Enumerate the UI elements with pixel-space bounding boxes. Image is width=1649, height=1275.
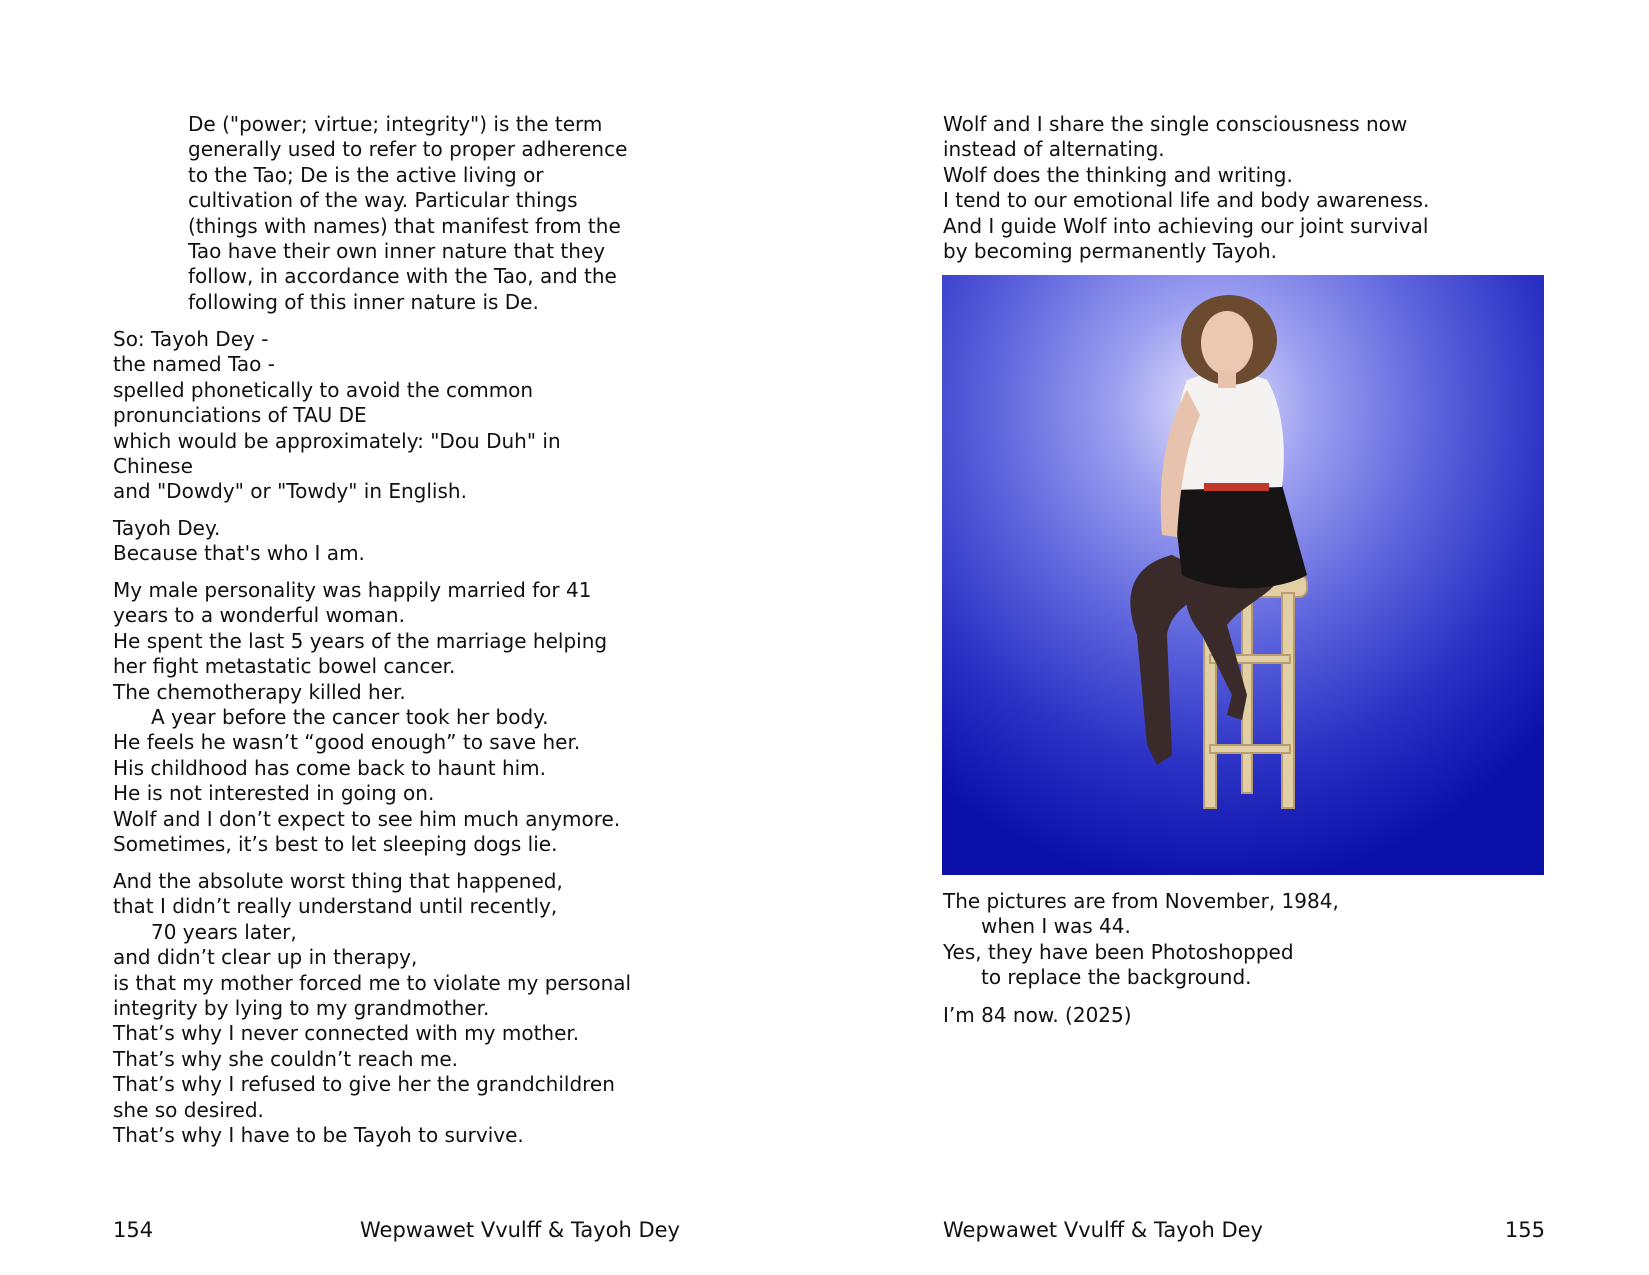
- text-line: And I guide Wolf into achieving our joint survival: [943, 213, 1429, 238]
- text-line: That’s why I never connected with my mother.: [113, 1021, 580, 1046]
- paragraph-current-age: [943, 1003, 1132, 1028]
- text-line: Chinese: [113, 454, 193, 479]
- text-line: That’s why she couldn’t reach me.: [113, 1046, 459, 1071]
- text-line: to the Tao; De is the active living or: [188, 162, 544, 187]
- text-line: And the absolute worst thing that happened,: [113, 869, 563, 893]
- text-line: He feels he wasn’t “good enough” to save her.: [113, 730, 581, 755]
- text-line: Tayoh Dey.: [113, 516, 221, 540]
- text-line: I tend to our emotional life and body awareness.: [943, 188, 1430, 213]
- portrait-photo: [942, 275, 1544, 875]
- text-line: That’s why I have to be Tayoh to survive.: [113, 1123, 524, 1148]
- text-line: that I didn’t really understand until recently,: [113, 894, 558, 919]
- text-line: The chemotherapy killed her.: [113, 679, 406, 704]
- paragraph-marriage: [113, 578, 620, 857]
- text-line: Tao have their own inner nature that they: [188, 239, 606, 264]
- text-line: He is not interested in going on.: [113, 781, 435, 806]
- text-line: The pictures are from November, 1984,: [943, 889, 1339, 913]
- text-line: following of this inner nature is De.: [188, 289, 539, 314]
- paragraph-identity: [113, 516, 365, 567]
- text-line: A year before the cancer took her body.: [151, 705, 549, 730]
- paragraph-name-explanation: [113, 327, 561, 505]
- text-line: and didn’t clear up in therapy,: [113, 945, 418, 970]
- text-line: she so desired.: [113, 1097, 264, 1122]
- seated-woman-on-stool-image: [942, 275, 1544, 875]
- running-title-right: Wepwawet Vvulff & Tayoh Dey: [943, 1218, 1263, 1242]
- text-line: years to a wonderful woman.: [113, 603, 405, 628]
- text-line: to replace the background.: [981, 965, 1252, 990]
- text-line: Wolf and I share the single consciousness now: [943, 112, 1408, 136]
- text-line: pronunciations of TAU DE: [113, 403, 367, 428]
- text-line: Because that's who I am.: [113, 541, 365, 566]
- text-line: He spent the last 5 years of the marriage helping: [113, 628, 608, 653]
- text-line: her fight metastatic bowel cancer.: [113, 654, 456, 679]
- text-line: the named Tao -: [113, 352, 275, 377]
- text-line: cultivation of the way. Particular things: [188, 188, 578, 213]
- text-line: generally used to refer to proper adherence: [188, 137, 628, 162]
- text-line: Wolf and I don’t expect to see him much anymore.: [113, 806, 621, 831]
- photo-caption: [943, 889, 1339, 991]
- text-line: by becoming permanently Tayoh.: [943, 239, 1278, 264]
- text-line: So: Tayoh Dey -: [113, 327, 269, 351]
- text-line: is that my mother forced me to violate my personal: [113, 970, 632, 995]
- text-line: Wolf does the thinking and writing.: [943, 162, 1293, 187]
- text-line: His childhood has come back to haunt him.: [113, 755, 547, 780]
- paragraph-consciousness: [943, 112, 1429, 264]
- text-line: and "Dowdy" or "Towdy" in English.: [113, 479, 467, 504]
- page-number-right: 155: [1504, 1218, 1545, 1242]
- text-line: That’s why I refused to give her the grandchildren: [113, 1072, 615, 1097]
- running-title-left: Wepwawet Vvulff & Tayoh Dey: [360, 1218, 680, 1242]
- text-line: Yes, they have been Photoshopped: [943, 939, 1294, 964]
- paragraph-de-definition: [188, 112, 627, 315]
- text-line: I’m 84 now. (2025): [943, 1003, 1132, 1027]
- text-line: Sometimes, it’s best to let sleeping dogs lie.: [113, 832, 558, 857]
- text-line: integrity by lying to my grandmother.: [113, 996, 490, 1021]
- text-line: (things with names) that manifest from the: [188, 213, 621, 238]
- page-number-left: 154: [113, 1218, 154, 1242]
- text-line: when I was 44.: [981, 914, 1131, 939]
- paragraph-mother: [113, 869, 631, 1148]
- text-line: 70 years later,: [151, 919, 297, 944]
- text-line: follow, in accordance with the Tao, and the: [188, 264, 617, 289]
- text-line: which would be approximately: "Dou Duh" in: [113, 428, 561, 453]
- text-line: instead of alternating.: [943, 137, 1165, 162]
- text-line: De ("power; virtue; integrity") is the term: [188, 112, 603, 136]
- text-line: spelled phonetically to avoid the common: [113, 377, 534, 402]
- text-line: My male personality was happily married for 41: [113, 578, 592, 602]
